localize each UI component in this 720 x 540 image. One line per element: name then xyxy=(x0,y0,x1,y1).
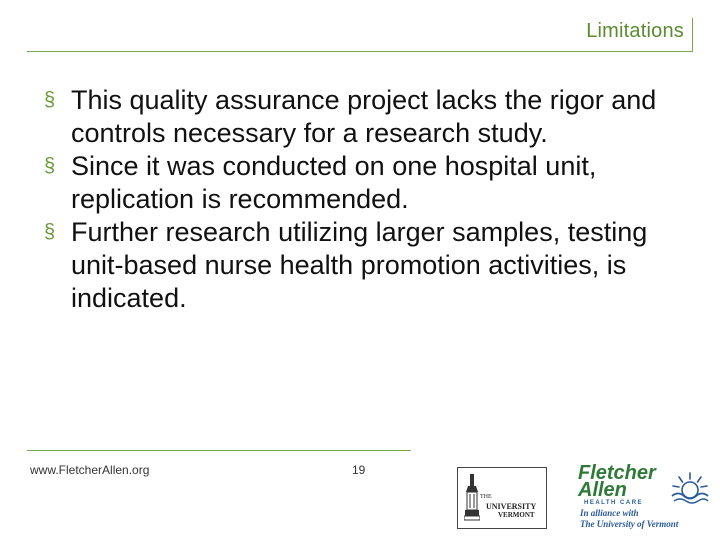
title-divider xyxy=(27,51,693,52)
footer-divider xyxy=(27,450,411,451)
bullet-item xyxy=(44,216,694,315)
bullet-text: This quality assurance project lacks the rigor and controls necessary for a research study. xyxy=(71,85,657,148)
uvm-building-icon xyxy=(464,472,480,524)
fletcher-allen-name-line2: Allen xyxy=(578,479,627,501)
bullet-list xyxy=(44,84,694,315)
uvm-logo-line3: VERMONT xyxy=(498,511,535,519)
title-divider-tick xyxy=(692,18,693,52)
bullet-text: Since it was conducted on one hospital unit, replication is recommended. xyxy=(71,151,597,214)
sun-wave-icon xyxy=(670,470,710,506)
fletcher-allen-name xyxy=(578,462,656,501)
fletcher-allen-logo xyxy=(572,462,712,534)
uvm-logo xyxy=(457,467,547,529)
fletcher-allen-name-line1: Fletcher xyxy=(578,462,656,484)
bullet-marker-icon: § xyxy=(44,221,56,243)
bullet-marker-icon: § xyxy=(44,89,56,111)
fletcher-allen-tagline-1: In alliance with xyxy=(580,508,639,518)
fletcher-allen-tagline-2: The University of Vermont xyxy=(580,519,679,529)
page-number: 19 xyxy=(352,463,366,477)
bullet-item xyxy=(44,150,694,216)
fletcher-allen-subtitle: HEALTH CARE xyxy=(584,500,644,506)
bullet-marker-icon: § xyxy=(44,155,56,177)
footer-url[interactable]: www.FletcherAllen.org xyxy=(30,463,150,477)
bullet-item xyxy=(44,84,694,150)
bullet-text: Further research utilizing larger samples, testing unit-based nurse health promotion activities, is indicated. xyxy=(71,217,648,313)
uvm-logo-line1: THE xyxy=(480,494,492,500)
slide-title: Limitations xyxy=(586,20,684,42)
uvm-logo-line2: UNIVERSITY xyxy=(486,502,537,511)
